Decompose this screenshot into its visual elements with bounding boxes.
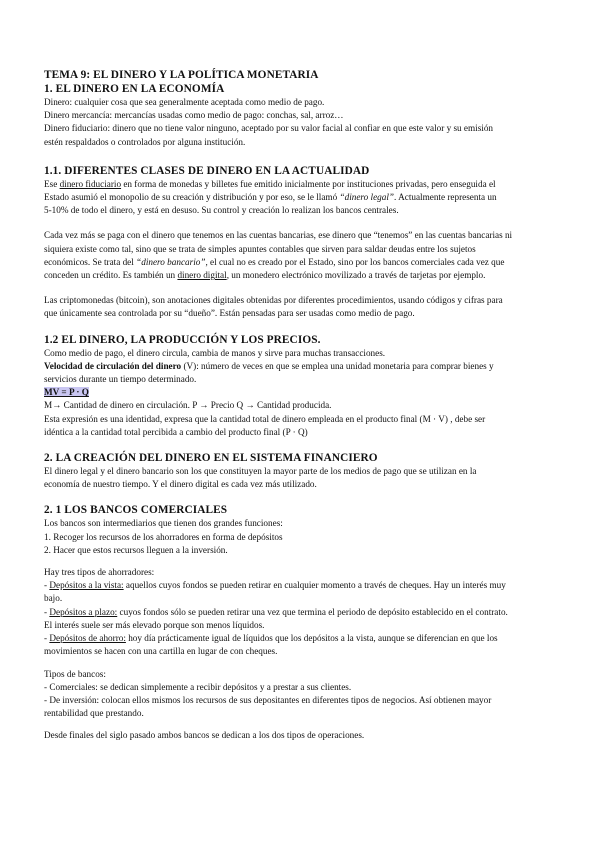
paragraph-line: El dinero legal y el dinero bancario son los que constituyen la mayor parte de los medios de pago que se utilizan en la	[44, 466, 477, 477]
paragraph-line: Ese dinero fiduciario en forma de monedas y billetes fue emitido inicialmente por instituciones privadas, pero enseguida el	[44, 178, 496, 189]
list-item: - Depósitos a la vista: aquellos cuyos fondos se pueden retirar en cualquier momento a través de cheques. Hay un interés muy	[44, 580, 506, 591]
paragraph-line: Los bancos son intermediarios que tienen dos grandes funciones:	[44, 518, 283, 529]
definition-line: Dinero fiduciario: dinero que no tiene valor ninguno, aceptado por su valor facial al confiar en que este valor y su emisión	[44, 123, 494, 134]
paragraph-line: Como medio de pago, el dinero circula, cambia de manos y sirve para muchas transacciones.	[44, 347, 386, 358]
definition-line: estén respaldados o controlados por alguna institución.	[44, 136, 246, 147]
section-heading-1: 1. EL DINERO EN LA ECONOMÍA	[44, 83, 225, 95]
paragraph-line: Cada vez más se paga con el dinero que tenemos en las cuentas bancarias, ese dinero que “tenemos” en las cuentas bancarias ni	[44, 230, 513, 241]
paragraph-line: Velocidad de circulación del dinero (V): número de veces en que se emplea una unidad monetaria para comprar bienes y	[44, 360, 494, 371]
list-item: - Comerciales: se dedican simplemente a recibir depósitos y a prestar a sus clientes.	[44, 681, 352, 692]
section-heading-2: 2. LA CREACIÓN DEL DINERO EN EL SISTEMA FINANCIERO	[44, 452, 378, 465]
formula-line	[44, 386, 562, 399]
document-title: TEMA 9: EL DINERO Y LA POLÍTICA MONETARIA	[44, 69, 319, 81]
list-item: El interés suele ser más elevado porque son menos líquidos.	[44, 619, 265, 630]
list-item: bajo.	[44, 593, 63, 604]
quantity-equation: MV = P · Q	[44, 387, 89, 398]
list-item: movimientos se hacen con una cartilla en lugar de con cheques.	[44, 646, 278, 657]
paragraph-line: siquiera existe como tal, sino que se trata de simples apuntes contables que sirven para saldar deudas entre los sujetos	[44, 243, 476, 254]
paragraph-line: Las criptomonedas (bitcoin), son anotaciones digitales obtenidas por diferentes procedimientos, usando códigos y cifras para	[44, 295, 503, 306]
paragraph-line: economía de nuestro tiempo. Y el dinero digital es cada vez más utilizado.	[44, 479, 317, 490]
paragraph-line: conceden un crédito. Es también un dinero digital, un monedero electrónico movilizado a través de tarjetas por ejemplo.	[44, 270, 486, 281]
list-item: 1. Recoger los recursos de los ahorradores en forma de depósitos	[44, 531, 283, 542]
document-page	[44, 68, 562, 743]
paragraph-line: que únicamente sea controlada por su “dueño”. Están pensadas para ser usadas como medio de pago.	[44, 308, 415, 319]
paragraph-line: Estado asumió el monopolio de su creación y distribución y por eso, se le llamó “dinero legal”. Actualmente representa un	[44, 192, 497, 203]
list-item: 2. Hacer que estos recursos lleguen a la inversión.	[44, 544, 228, 555]
definition-line: Dinero mercancía: mercancías usadas como medio de pago: conchas, sal, arroz…	[44, 110, 344, 121]
list-item: - Depósitos a plazo: cuyos fondos sólo se pueden retirar una vez que termina el periodo de depósito establecido en el contrato.	[44, 606, 508, 617]
list-item: - Depósitos de ahorro: hoy día prácticamente igual de líquidos que los depósitos a la vista, aunque se diferencian en que los	[44, 633, 498, 644]
paragraph-line: Esta expresión es una identidad, expresa que la cantidad total de dinero empleada en el producto final (M · V) , debe ser	[44, 413, 486, 424]
paragraph-line: Hay tres tipos de ahorradores:	[44, 567, 155, 578]
list-item: rentabilidad que prestando.	[44, 708, 144, 719]
list-item: - De inversión: colocan ellos mismos los recursos de sus depositantes en diferentes tipos de negocios. Así obtienen mayor	[44, 694, 492, 705]
paragraph-line: M→ Cantidad de dinero en circulación. P → Precio Q → Cantidad producida.	[44, 400, 332, 411]
paragraph-line: 5-10% de todo el dinero, y está en desuso. Su control y creación lo realizan los bancos centrales.	[44, 205, 399, 216]
section-heading-1-1: 1.1. DIFERENTES CLASES DE DINERO EN LA ACTUALIDAD	[44, 164, 370, 177]
section-heading-2-1: 2. 1 LOS BANCOS COMERCIALES	[44, 504, 228, 517]
paragraph-line: Tipos de bancos:	[44, 668, 106, 679]
paragraph-line: económicos. Se trata del “dinero bancario”, el cual no es creado por el Estado, sino por los bancos comerciales cada vez que	[44, 256, 505, 267]
paragraph-line: servicios durante un tiempo determinado.	[44, 374, 197, 385]
section-heading-1-2: 1.2 EL DINERO, LA PRODUCCIÓN Y LOS PRECIOS.	[44, 333, 321, 346]
paragraph-line: Desde finales del siglo pasado ambos bancos se dedican a los dos tipos de operaciones.	[44, 730, 365, 741]
definition-line: Dinero: cualquier cosa que sea generalmente aceptada como medio de pago.	[44, 97, 325, 107]
paragraph-line: idéntica a la cantidad total percibida a cambio del producto final (P · Q)	[44, 426, 308, 437]
